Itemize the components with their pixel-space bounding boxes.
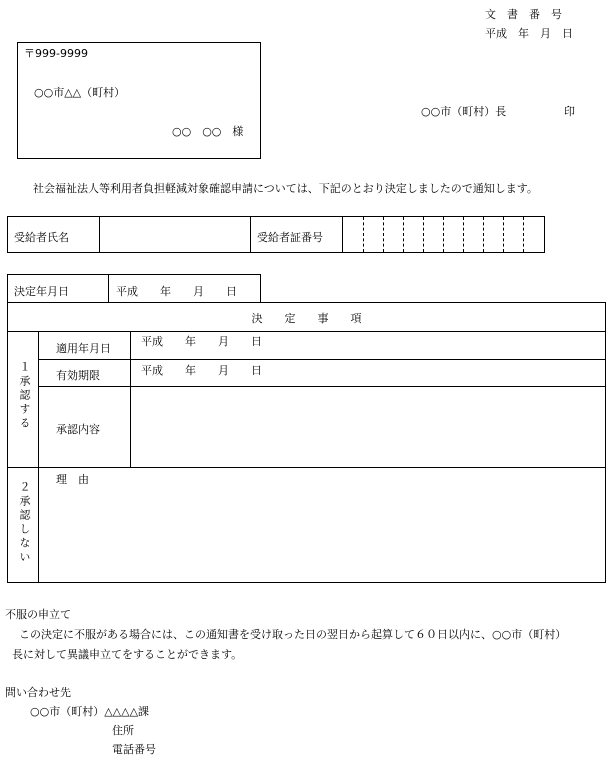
decision-items-table	[7, 302, 606, 583]
approval-content-label: 承認内容	[56, 423, 100, 436]
inquiry-title: 問い合わせ先	[5, 686, 71, 699]
issue-date: 平成 年 月 日	[485, 27, 573, 40]
decision-date-value: 平成 年 月 日	[116, 285, 237, 298]
decision-date-label: 決定年月日	[14, 285, 69, 298]
approve-section-label: １承認する	[18, 361, 31, 431]
document-number-label: 文 書 番 号	[485, 8, 562, 21]
inquiry-department: ○○市（町村）△△△△課	[30, 705, 150, 718]
objection-line-2: 長に対して異議申立てをすることができます。	[12, 648, 243, 661]
decision-date-table	[7, 274, 261, 303]
address-city: ○○市△△（町村）	[34, 86, 126, 99]
inquiry-phone: 電話番号	[112, 743, 156, 756]
certificate-number-label: 受給者証番号	[257, 231, 323, 244]
objection-title: 不服の申立て	[5, 608, 71, 621]
intro-text: 社会福祉法人等利用者負担軽減対象確認申請については、下記のとおり決定しましたので通知します。	[33, 182, 538, 195]
apply-date-value: 平成 年 月 日	[141, 335, 262, 348]
recipient-name-label: 受給者氏名	[14, 231, 69, 244]
sender-title: ○○市（町村）長	[421, 105, 507, 118]
addressee-name: ○○ ○○ 様	[172, 125, 244, 138]
apply-date-label: 適用年月日	[56, 342, 111, 355]
seal-mark: 印	[564, 105, 575, 118]
reason-label: 理 由	[56, 473, 89, 486]
valid-period-label: 有効期限	[56, 369, 100, 382]
valid-period-value: 平成 年 月 日	[141, 364, 262, 377]
recipient-table	[7, 216, 545, 253]
inquiry-address: 住所	[112, 724, 134, 737]
objection-line-1: この決定に不服がある場合には、この通知書を受け取った日の翌日から起算して６０日以内に、○○市（町村）	[19, 628, 567, 641]
decision-items-title: 決 定 事 項	[251, 312, 362, 325]
reject-section-label: ２承認しない	[18, 481, 31, 565]
address-box	[17, 42, 261, 159]
postal-code: 〒999-9999	[24, 47, 88, 60]
